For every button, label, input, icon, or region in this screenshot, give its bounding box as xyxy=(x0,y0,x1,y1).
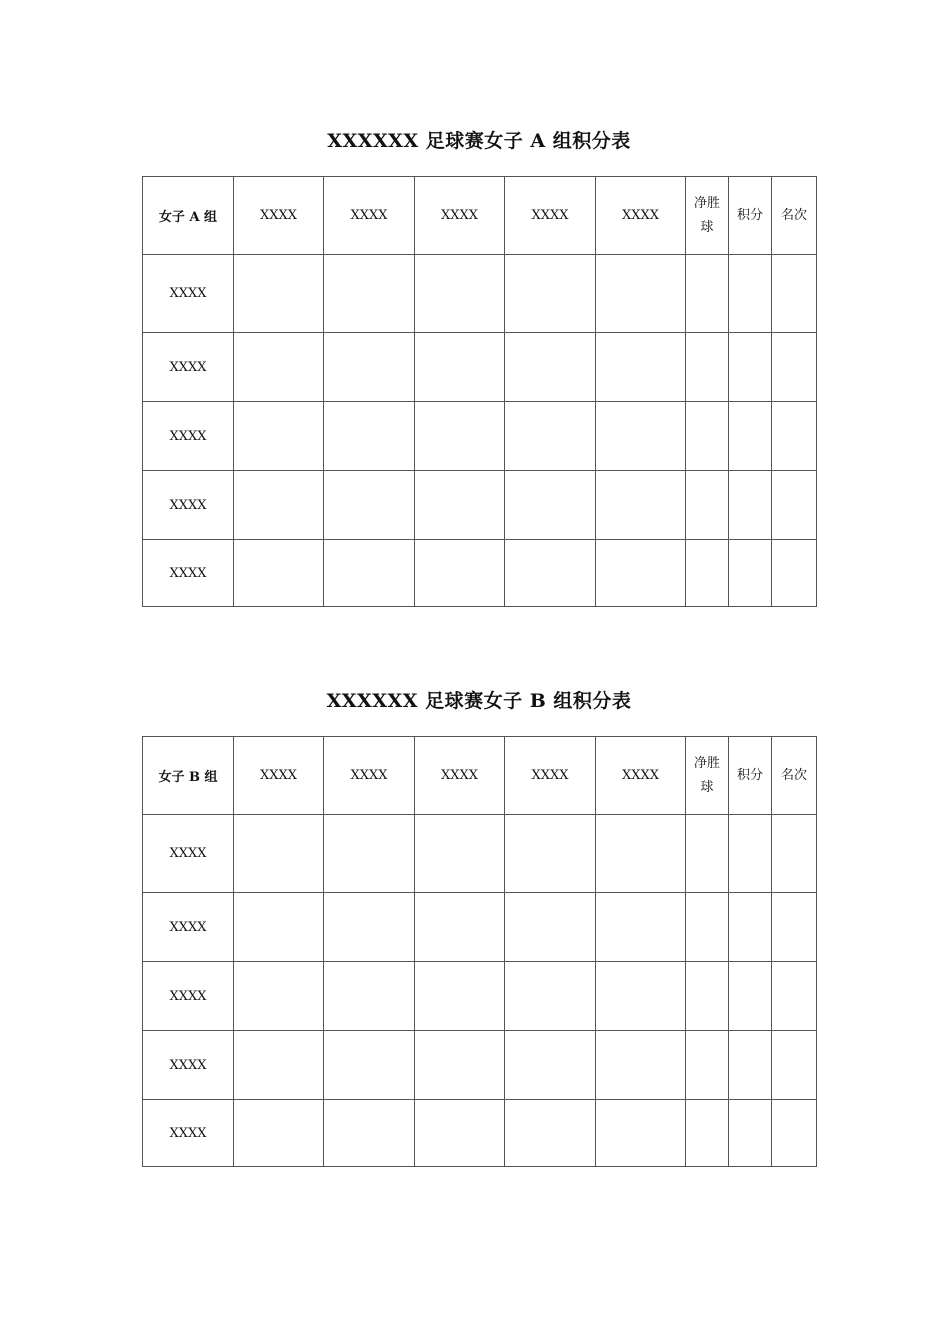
goal-difference-cell xyxy=(686,1031,729,1100)
result-cell xyxy=(415,255,505,333)
standings-section-a xyxy=(142,124,816,581)
goal-difference-cell xyxy=(686,333,729,402)
rank-cell xyxy=(772,815,817,893)
opponent-column-header: XXXX xyxy=(415,737,505,815)
group-label: 女子 A 组 xyxy=(143,177,234,255)
table-row xyxy=(143,962,817,1031)
rank-cell xyxy=(772,255,817,333)
team-name: XXXX xyxy=(143,1100,234,1167)
result-cell xyxy=(234,471,324,540)
goal-difference-cell xyxy=(686,893,729,962)
result-cell xyxy=(234,962,324,1031)
result-cell xyxy=(505,402,596,471)
table-row xyxy=(143,333,817,402)
points-cell xyxy=(729,893,772,962)
standings-table xyxy=(142,736,817,1167)
team-name: XXXX xyxy=(143,402,234,471)
result-cell xyxy=(415,402,505,471)
rank-cell xyxy=(772,1031,817,1100)
team-name: XXXX xyxy=(143,893,234,962)
opponent-column-header: XXXX xyxy=(596,737,686,815)
result-cell xyxy=(234,893,324,962)
points-cell xyxy=(729,333,772,402)
result-cell xyxy=(596,255,686,333)
result-cell xyxy=(505,540,596,607)
result-cell xyxy=(596,1100,686,1167)
table-row xyxy=(143,1031,817,1100)
team-name: XXXX xyxy=(143,1031,234,1100)
goal-difference-cell xyxy=(686,255,729,333)
result-cell xyxy=(505,815,596,893)
rank-header: 名次 xyxy=(772,737,817,815)
points-cell xyxy=(729,815,772,893)
result-cell xyxy=(415,815,505,893)
result-cell xyxy=(596,962,686,1031)
opponent-column-header: XXXX xyxy=(505,737,596,815)
goal-difference-cell xyxy=(686,471,729,540)
points-cell xyxy=(729,402,772,471)
result-cell xyxy=(324,893,415,962)
goal-difference-header xyxy=(686,177,729,255)
table-row xyxy=(143,893,817,962)
result-cell xyxy=(415,1100,505,1167)
result-cell xyxy=(234,1100,324,1167)
result-cell xyxy=(505,1031,596,1100)
result-cell xyxy=(234,815,324,893)
team-name: XXXX xyxy=(143,471,234,540)
result-cell xyxy=(415,471,505,540)
team-name: XXXX xyxy=(143,815,234,893)
table-row xyxy=(143,471,817,540)
result-cell xyxy=(505,962,596,1031)
team-name: XXXX xyxy=(143,962,234,1031)
result-cell xyxy=(505,1100,596,1167)
result-cell xyxy=(234,402,324,471)
result-cell xyxy=(596,333,686,402)
rank-cell xyxy=(772,471,817,540)
team-name: XXXX xyxy=(143,255,234,333)
result-cell xyxy=(324,962,415,1031)
rank-cell xyxy=(772,893,817,962)
result-cell xyxy=(505,893,596,962)
result-cell xyxy=(415,893,505,962)
table-title: XXXXXX 足球赛女子 A 组积分表 xyxy=(327,130,631,152)
opponent-column-header: XXXX xyxy=(415,177,505,255)
result-cell xyxy=(234,255,324,333)
result-cell xyxy=(324,540,415,607)
rank-cell xyxy=(772,333,817,402)
table-row xyxy=(143,402,817,471)
goal-difference-cell xyxy=(686,962,729,1031)
result-cell xyxy=(234,333,324,402)
team-name: XXXX xyxy=(143,540,234,607)
result-cell xyxy=(596,1031,686,1100)
header-row xyxy=(143,737,817,815)
opponent-column-header: XXXX xyxy=(324,737,415,815)
result-cell xyxy=(415,333,505,402)
table-row xyxy=(143,255,817,333)
result-cell xyxy=(596,402,686,471)
result-cell xyxy=(324,255,415,333)
rank-cell xyxy=(772,962,817,1031)
result-cell xyxy=(324,1031,415,1100)
points-cell xyxy=(729,540,772,607)
result-cell xyxy=(324,471,415,540)
table-row xyxy=(143,815,817,893)
result-cell xyxy=(596,471,686,540)
opponent-column-header: XXXX xyxy=(234,177,324,255)
goal-difference-header xyxy=(686,737,729,815)
result-cell xyxy=(324,333,415,402)
group-label: 女子 B 组 xyxy=(143,737,234,815)
rank-cell xyxy=(772,402,817,471)
goal-difference-label: 净胜球 xyxy=(693,195,720,235)
rank-cell xyxy=(772,1100,817,1167)
result-cell xyxy=(505,255,596,333)
goal-difference-cell xyxy=(686,540,729,607)
result-cell xyxy=(234,1031,324,1100)
result-cell xyxy=(324,1100,415,1167)
points-cell xyxy=(729,471,772,540)
goal-difference-cell xyxy=(686,815,729,893)
result-cell xyxy=(415,1031,505,1100)
table-row xyxy=(143,540,817,607)
standings-section-b xyxy=(142,684,816,1141)
goal-difference-cell xyxy=(686,1100,729,1167)
points-header: 积分 xyxy=(729,737,772,815)
result-cell xyxy=(415,962,505,1031)
table-title: XXXXXX 足球赛女子 B 组积分表 xyxy=(326,690,632,712)
result-cell xyxy=(234,540,324,607)
header-row xyxy=(143,177,817,255)
rank-cell xyxy=(772,540,817,607)
points-cell xyxy=(729,962,772,1031)
opponent-column-header: XXXX xyxy=(505,177,596,255)
result-cell xyxy=(415,540,505,607)
points-cell xyxy=(729,1100,772,1167)
table-row xyxy=(143,1100,817,1167)
opponent-column-header: XXXX xyxy=(324,177,415,255)
rank-header: 名次 xyxy=(772,177,817,255)
opponent-column-header: XXXX xyxy=(234,737,324,815)
result-cell xyxy=(324,815,415,893)
points-header: 积分 xyxy=(729,177,772,255)
team-name: XXXX xyxy=(143,333,234,402)
result-cell xyxy=(596,540,686,607)
standings-table xyxy=(142,176,817,607)
points-cell xyxy=(729,255,772,333)
opponent-column-header: XXXX xyxy=(596,177,686,255)
points-cell xyxy=(729,1031,772,1100)
result-cell xyxy=(596,815,686,893)
goal-difference-cell xyxy=(686,402,729,471)
result-cell xyxy=(596,893,686,962)
goal-difference-label: 净胜球 xyxy=(693,755,720,795)
result-cell xyxy=(505,471,596,540)
result-cell xyxy=(505,333,596,402)
result-cell xyxy=(324,402,415,471)
